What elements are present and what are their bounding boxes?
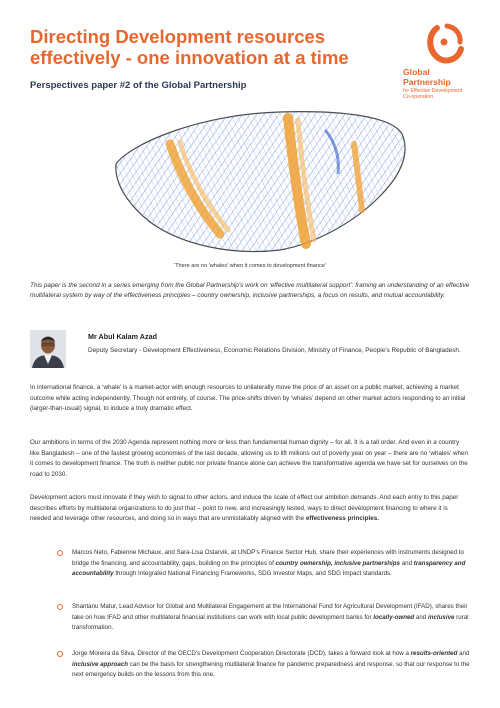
logo-text-cooperation: Co-operation [403, 94, 433, 100]
bullet-1-text: Marcos Neto, Fabienne Michaux, and Sara-Lisa Ostarvik, at UNDP’s Finance Sector Hub, share their experiences with instruments designed to bridge the financing, and accountability, gaps, building on the principles of [72, 549, 464, 567]
bullet-1-emphasis-2: transparency and accountability [72, 559, 466, 578]
logo-text-partnership: Partnership [403, 77, 451, 87]
body-paragraph-1: In international finance, a ‘whale’ is a market-actor with enough resources to unilaterally move the price of an asset on a public market, achieving a market outcome while acting independently. Though not entirely, of course. The price-shifts driven by ‘whales’ depend on other market actors responding to an initial (larger-than-usual) signal, to induce a truly dramatic effect. [30, 384, 466, 413]
bullet-2-emphasis-2: inclusive [427, 613, 455, 621]
author-portrait-icon [30, 330, 66, 368]
figure-caption: 'There are no 'whales' when it comes to development finance' [174, 263, 326, 269]
body-paragraph-3 [30, 493, 470, 525]
bullet-1-emphasis-1: country ownership, inclusive partnerships [275, 559, 400, 567]
logo-swirl-icon [425, 22, 465, 66]
bullet-1-connector: and [400, 559, 414, 567]
page-title [30, 26, 375, 68]
bullet-2-emphasis-1: locally-owned [373, 613, 415, 621]
logo-text-global: Global [403, 67, 430, 77]
bullet-item-oecd [72, 649, 470, 681]
bullet-1-tail: through Integrated National Financing Frameworks, SDG Investor Maps, and SDG Impact standards. [113, 570, 392, 578]
bullet-3-text: Jorge Moreira da Silva, Director of the OECD’s Development Cooperation Directorate (DCD), takes a forward look at how a [72, 650, 411, 657]
bullet-3-connector: and [457, 650, 470, 657]
bullet-3-emphasis-1: results-oriented [410, 650, 458, 657]
bullet-3-tail: can be the basis for strengthening multilateral finance for pandemic preparedness and response, so that our response to the next emergency builds on the lessons from this one. [72, 660, 470, 679]
intro-paragraph: This paper is the second in a series emerging from the Global Partnership’s work on ‘effective multilateral support’: framing an understanding of an effective multilateral system by way of the effectiveness principles – country ownership, inclusive partnerships, a focus on results, and mutual accountability. [30, 282, 470, 300]
page-subtitle: Perspectives paper #2 of the Global Partnership [30, 80, 247, 91]
bullet-item-undp [72, 548, 470, 580]
whale-drawing [110, 104, 410, 256]
bullet-circle-icon [57, 604, 63, 610]
bullet-circle-icon [57, 651, 63, 657]
body-paragraph-2: Our ambitions in terms of the 2030 Agenda represent nothing more or less than fundamental human dignity – for all. It is a tall order. And even in a country like Bangladesh – one of the fastest growing economies of the last decade, allowing us to lift millions out of poverty year on year – there are no ‘whales’ when it comes to development finance. The truth is neither public nor private finance alone can achieve the transformative agenda we have set for ourselves on the road to 2030. [30, 439, 469, 478]
bullet-item-ifad [72, 602, 470, 634]
bullet-2-text: Shantanu Matur, Lead Advisor for Global and Multilateral Engagement at the International Fund for Agricultural Development (IFAD), shares their take on how IFAD and other multilateral financial institutions can work with local public development banks for [72, 603, 468, 621]
global-partnership-logo [403, 22, 493, 102]
logo-text-effective: for Effective Development [403, 88, 463, 94]
title-line-2: effectively - one innovation at a time [30, 47, 349, 68]
author-photo [30, 330, 66, 368]
author-name: Mr Abul Kalam Azad [88, 332, 157, 341]
paragraph-3-text: Development actors must innovate if they wish to signal to other actors, and induce the scale of effect our ambition demands. And each entry to this paper describes efforts by multilateral organizations to do just that – point to new, and increasingly tested, ways to direct development financing to where it is needed and leverage other resources, and doing so in ways that are unmistakably aligned with the [30, 494, 459, 523]
bullet-3-emphasis-2: inclusive approach [72, 660, 129, 668]
paragraph-3-emphasis: effectiveness principles. [305, 515, 379, 523]
bullet-2-tail: rural transformation. [72, 613, 469, 632]
title-line-1: Directing Development resources [30, 26, 326, 47]
bullet-circle-icon [57, 550, 63, 556]
author-role: Deputy Secretary - Development Effectiveness, Economic Relations Division, Ministry of Finance, People’s Republic of Bangladesh. [88, 347, 461, 354]
bullet-2-connector: and [414, 613, 428, 621]
